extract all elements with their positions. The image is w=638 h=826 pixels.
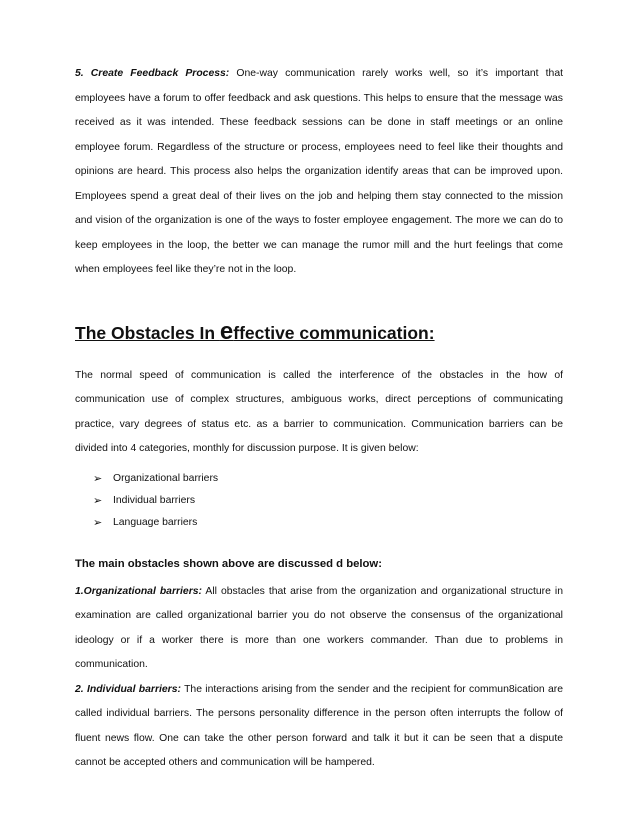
list-item <box>93 490 563 512</box>
list-item-label: Organizational barriers <box>113 472 219 484</box>
org-barriers-text: All obstacles that arise from the organization and organizational structure in examination are called organizational barrier you do not observe the consensus of the organizational ideology or if a worker there is more than one workers commander. Than due to problems in communication. <box>75 585 563 670</box>
list-item <box>93 468 563 490</box>
org-barriers-paragraph <box>75 580 563 678</box>
arrow-bullet-icon: ➢ <box>93 516 103 529</box>
list-item-label: Language barriers <box>113 516 198 528</box>
org-barriers-lead: 1.Organizational barriers: <box>75 585 202 597</box>
document-page <box>75 62 563 776</box>
feedback-lead: 5. Create Feedback Process: <box>75 68 230 79</box>
list-item <box>93 512 563 534</box>
heading-part1: The Obstacles In <box>75 322 220 343</box>
ind-barriers-text: The interactions arising from the sender and the recipient for commun8ication are called individual barriers. The persons personality difference in the person often interrupts the follow of fluent news flow. One can take the other person forward and talk it but it can be seen that a dispute cannot be accepted others and communication will be hampered. <box>75 683 563 768</box>
subheading: The main obstacles shown above are discussed d below: <box>75 557 382 570</box>
feedback-paragraph <box>75 62 563 283</box>
feedback-text: One-way communication rarely works well, so it’s important that employees have a forum to offer feedback and ask questions. This helps to ensure that the message was received as it was intended. These feedback sessions can be done in staff meetings or an online employee forum. Regardless of the structure or process, employees need to feel like their thoughts and opinions are heard. This process also helps the organization identify areas that can be improved upon. Employees spend a great deal of their lives on the job and helping them stay connected to the mission and vision of the organization is one of the ways to foster employee engagement. The more we can do to keep employees in the loop, the better we can manage the rumor mill and the hurt feelings that come when employees feel like they’re not in the loop. <box>75 68 563 275</box>
arrow-bullet-icon: ➢ <box>93 494 103 507</box>
heading-part2: ffective communication: <box>233 322 435 343</box>
list-item-label: Individual barriers <box>113 494 196 506</box>
section-heading <box>75 319 563 346</box>
heading-big-letter: e <box>219 317 234 345</box>
ind-barriers-paragraph <box>75 678 563 776</box>
ind-barriers-lead: 2. Individual barriers: <box>75 683 181 695</box>
intro-paragraph: The normal speed of communication is called the interference of the obstacles in the how of communication use of complex structures, ambiguous works, direct perceptions of communicating practice, vary degrees of status etc. as a barrier to communication. Communication barriers can be divided into 4 categories, monthly for discussion purpose. It is given below: <box>75 369 563 454</box>
arrow-bullet-icon: ➢ <box>93 472 103 485</box>
barrier-list <box>93 468 563 534</box>
